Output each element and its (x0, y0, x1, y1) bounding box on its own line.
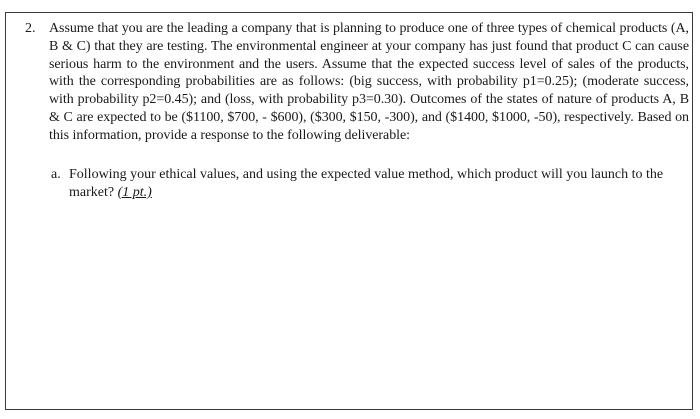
question-frame (5, 12, 693, 410)
question-number: 2. (25, 21, 36, 36)
subquestion-letter: a. (51, 167, 61, 182)
question-text: Assume that you are the leading a company that is planning to produce one of three types of chemical products (A, B & C) that they are testing. The environmental engineer at your company has just found that product C can cause serious harm to the environment and the users. Assume that the expected success level of sales of the products, with the corresponding probabilities are as follows: (big success, with probability p1=0.25); (moderate success, with probability p2=0.45); and (loss, with probability p3=0.30). Outcomes of the states of nature of products A, B & C are expected to be ($1100, $700, - $600), ($300, $150, -300), and ($1400, $1000, -50), respectively. Based on this information, provide a response to the following deliverable: (49, 21, 689, 143)
points-label: (1 pt.) (117, 184, 152, 200)
subquestion-body (69, 166, 684, 202)
subquestion-text: Following your ethical values, and using the expected value method, which product will you launch to the market? (69, 167, 664, 200)
